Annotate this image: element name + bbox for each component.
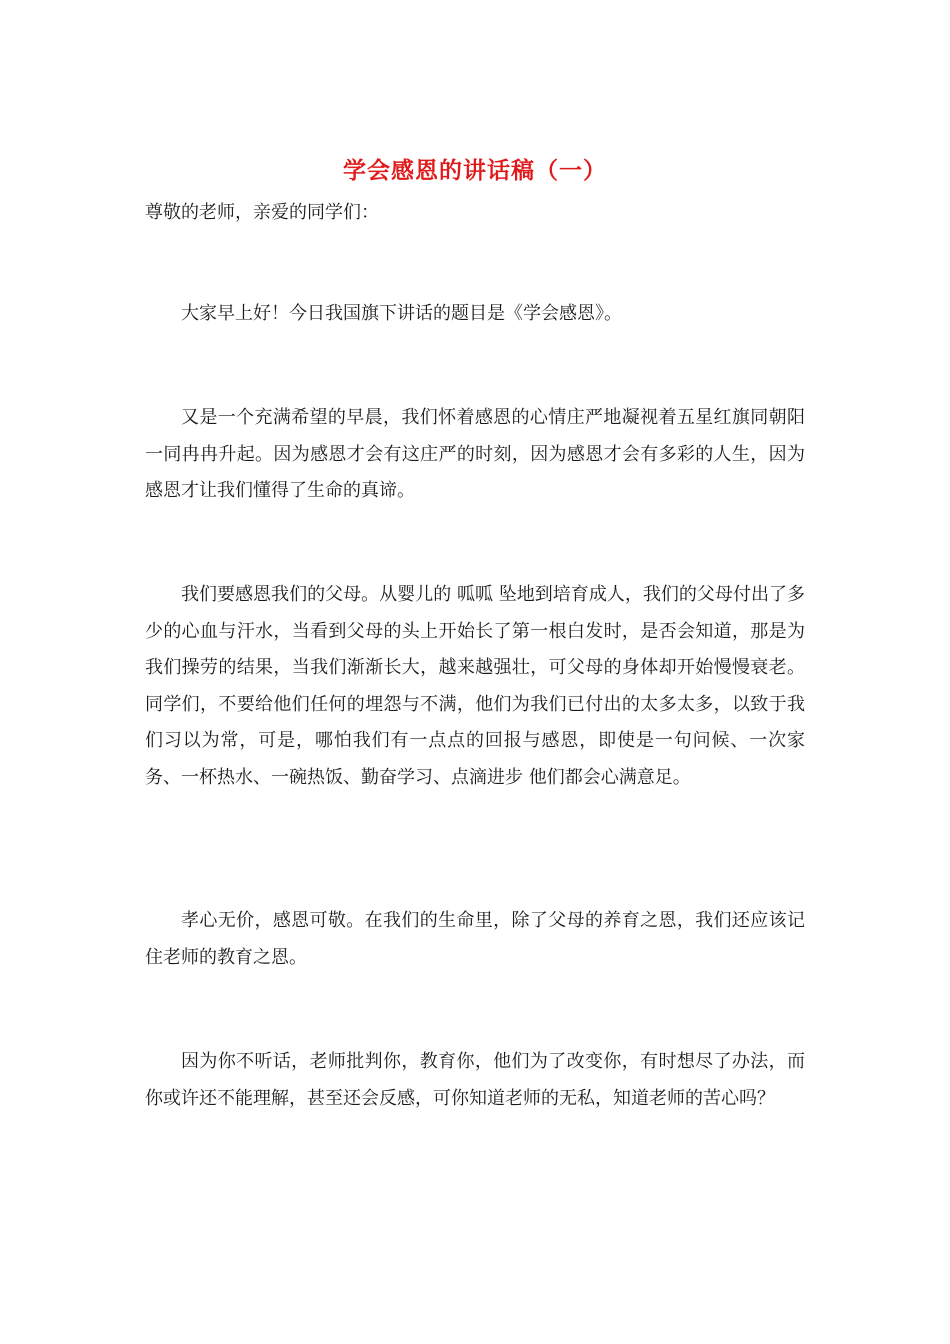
document-title: 学会感恩的讲话稿（一） bbox=[343, 157, 607, 184]
paragraph-3: 我们要感恩我们的父母。从婴儿的 呱呱 坠地到培育成人，我们的父母付出了多少的心血与汗水，当看到父母的头上开始长了第一根白发时，是否会知道，那是为我们操劳的结果，当我们渐渐长大，越来越强壮，可父母的身体却开始慢慢衰老。同学们，不要给他们任何的埋怨与不满，他们为我们已付出的太多太多，以致于我们习以为常，可是，哪怕我们有一点点的回报与感恩，即使是一句问候、一次家务、一杯热水、一碗热饭、勤奋学习、点滴进步 他们都会心满意足。 bbox=[145, 584, 805, 788]
paragraph-2: 又是一个充满希望的早晨，我们怀着感恩的心情庄严地凝视着五星红旗同朝阳一同冉冉升起。因为感恩才会有这庄严的时刻，因为感恩才会有多彩的人生，因为感恩才让我们懂得了生命的真谛。 bbox=[145, 407, 805, 501]
paragraph-1: 大家早上好！今日我国旗下讲话的题目是《学会感恩》。 bbox=[181, 303, 622, 324]
paragraph-4: 孝心无价，感恩可敬。在我们的生命里，除了父母的养育之恩，我们还应该记住老师的教育之恩。 bbox=[145, 910, 805, 968]
paragraph-5: 因为你不听话，老师批判你，教育你，他们为了改变你，有时想尽了办法，而你或许还不能理解，甚至还会反感，可你知道老师的无私，知道老师的苦心吗？ bbox=[145, 1051, 805, 1109]
greeting: 尊敬的老师，亲爱的同学们： bbox=[145, 202, 379, 223]
